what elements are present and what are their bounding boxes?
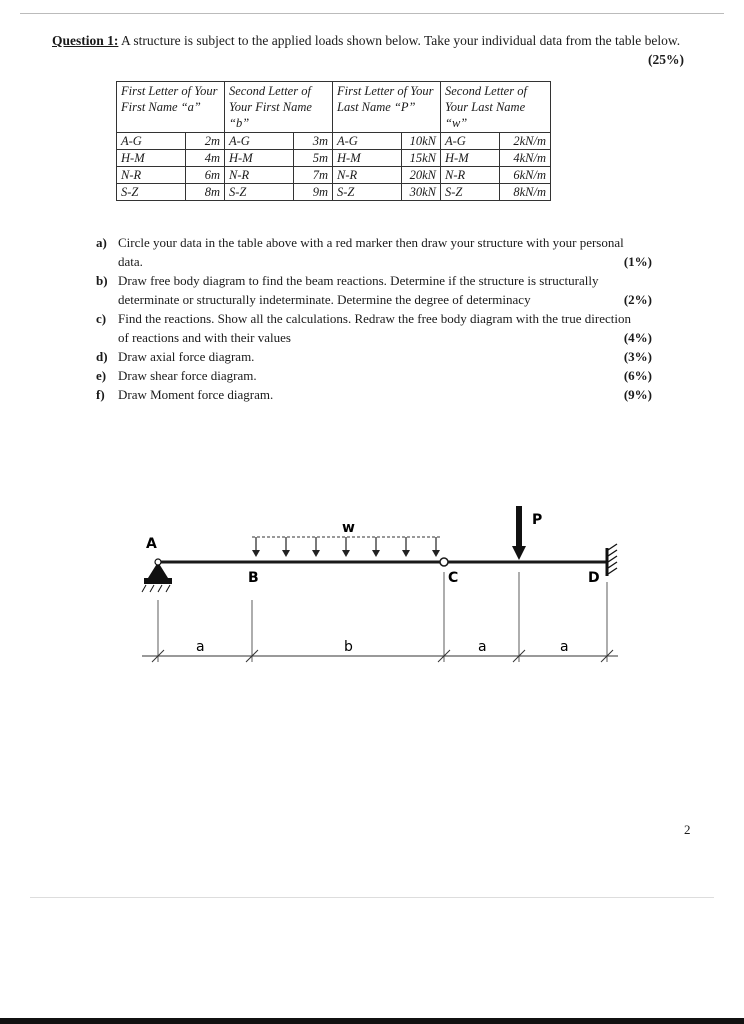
task-item [96, 347, 696, 366]
table-header: Second Letter of Your First Name “b” [225, 82, 333, 133]
task-item [96, 309, 696, 347]
task-item [96, 366, 696, 385]
dimension-label-a2: a [478, 639, 487, 655]
table-cell: N-R [225, 167, 294, 184]
task-letter: b) [96, 273, 108, 288]
table-cell: 4m [186, 150, 225, 167]
task-letter: e) [96, 368, 107, 383]
task-text: Circle your data in the table above with a red marker then draw your structure with your personal data. [118, 235, 624, 269]
table-cell: 10kN [402, 133, 441, 150]
task-weight: (4%) [623, 330, 652, 345]
table-header: First Letter of Your Last Name “P” [333, 82, 441, 133]
label-a: A [146, 536, 157, 552]
table-cell: 4kN/m [500, 150, 551, 167]
table-cell: N-R [441, 167, 500, 184]
dimension-label-a1: a [196, 639, 205, 655]
table-cell: A-G [117, 133, 186, 150]
dimension-label-b: b [344, 639, 353, 655]
task-weight: (3%) [623, 349, 652, 364]
pin-support-a [142, 559, 172, 592]
table-cell: 30kN [402, 184, 441, 201]
task-letter: a) [96, 235, 107, 250]
table-cell: 2kN/m [500, 133, 551, 150]
label-d: D [588, 570, 600, 586]
fixed-support-d [607, 544, 617, 576]
table-cell: S-Z [333, 184, 402, 201]
table-cell: A-G [225, 133, 294, 150]
table-cell: 7m [294, 167, 333, 184]
table-header: Second Letter of Your Last Name “w” [441, 82, 551, 133]
table-cell: H-M [333, 150, 402, 167]
table-header-row [117, 82, 551, 133]
table-row [117, 167, 551, 184]
table-cell: H-M [441, 150, 500, 167]
table-cell: 3m [294, 133, 333, 150]
table-cell: 2m [186, 133, 225, 150]
task-list [96, 233, 696, 404]
task-text: Draw free body diagram to find the beam reactions. Determine if the structure is structurally determinate or structurally indeterminate. Determine the degree of determinacy [118, 273, 599, 307]
table-cell: 6m [186, 167, 225, 184]
distributed-load-w [252, 537, 440, 557]
scan-top-edge [20, 13, 724, 14]
label-w: w [342, 520, 355, 536]
table-row [117, 184, 551, 201]
label-c: C [448, 570, 459, 586]
task-weight: (9%) [623, 387, 652, 402]
table-row [117, 133, 551, 150]
task-text: Draw shear force diagram. [118, 368, 257, 383]
task-item [96, 385, 696, 404]
table-cell: N-R [333, 167, 402, 184]
question-weight: (25%) [648, 52, 684, 67]
data-table [116, 81, 551, 201]
label-p: P [532, 512, 543, 528]
table-row [117, 150, 551, 167]
beam-diagram [130, 490, 650, 680]
scan-bottom-edge [0, 1018, 744, 1024]
point-load-p [512, 506, 526, 560]
task-item [96, 271, 696, 309]
task-item [96, 233, 696, 271]
table-cell: H-M [225, 150, 294, 167]
table-cell: S-Z [225, 184, 294, 201]
task-weight: (1%) [623, 254, 652, 269]
task-text: Draw axial force diagram. [118, 349, 255, 364]
table-cell: H-M [117, 150, 186, 167]
table-cell: 20kN [402, 167, 441, 184]
table-header: First Letter of Your First Name “a” [117, 82, 225, 133]
table-cell: 8m [186, 184, 225, 201]
label-b: B [248, 570, 259, 586]
task-letter: f) [96, 387, 105, 402]
task-weight: (6%) [623, 368, 652, 383]
task-weight: (2%) [623, 292, 652, 307]
question-text: A structure is subject to the applied loads shown below. Take your individual data from the table below. [121, 33, 681, 48]
table-cell: 6kN/m [500, 167, 551, 184]
task-text: Find the reactions. Show all the calculations. Redraw the free body diagram with the true direction of reactions and with their values [118, 311, 631, 345]
scan-artifact-line [30, 897, 714, 898]
table-cell: N-R [117, 167, 186, 184]
task-letter: c) [96, 311, 107, 326]
question-heading [52, 32, 712, 49]
table-cell: 8kN/m [500, 184, 551, 201]
table-cell: A-G [441, 133, 500, 150]
table-cell: 5m [294, 150, 333, 167]
page-number: 2 [684, 822, 691, 837]
hinge-c [440, 558, 448, 566]
table-cell: A-G [333, 133, 402, 150]
table-cell: S-Z [117, 184, 186, 201]
task-text: Draw Moment force diagram. [118, 387, 274, 402]
table-cell: 15kN [402, 150, 441, 167]
table-cell: 9m [294, 184, 333, 201]
task-letter: d) [96, 349, 108, 364]
table-cell: S-Z [441, 184, 500, 201]
question-label: Question 1: [52, 33, 119, 48]
dimension-label-a3: a [560, 639, 569, 655]
